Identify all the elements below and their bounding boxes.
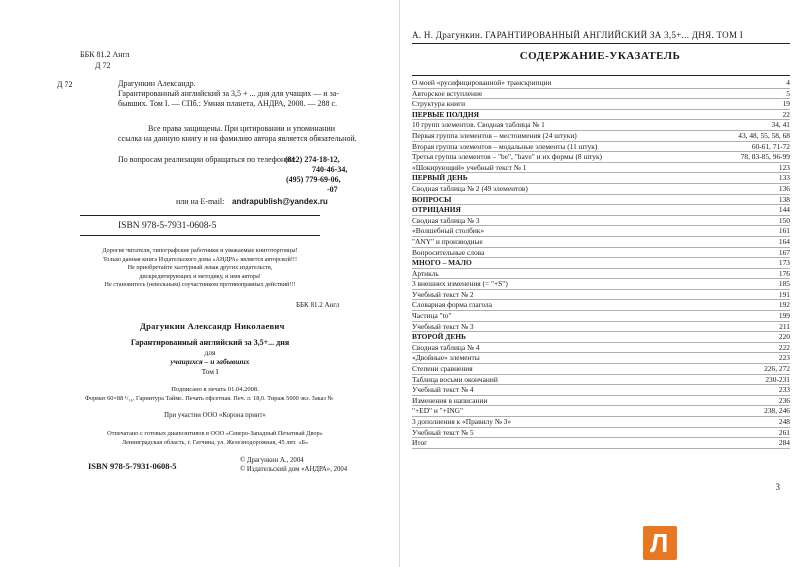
- toc-entry-page: 150: [778, 215, 790, 225]
- toc-entry-page: 261: [778, 427, 790, 437]
- toc-entry-row: [412, 184, 790, 195]
- toc-entry-row: [412, 428, 790, 439]
- toc-entry-label: 3 дополнения к «Правилу № 3»: [412, 417, 512, 426]
- toc-entry-row: [412, 364, 790, 375]
- toc-entry-row: [412, 163, 790, 174]
- toc-section-row: [412, 195, 790, 206]
- title-audience: учащихся – и забывших: [170, 357, 250, 366]
- notice-line-4: дискредитирующих и методику, и имя автора!: [139, 272, 261, 280]
- book-title: Гарантированный английский за 3,5+... дня: [130, 338, 290, 347]
- toc-entry-label: Изменения в написании: [412, 395, 488, 405]
- udk-code: Д 72: [95, 61, 111, 70]
- toc-entry-label: Частица "to": [412, 311, 452, 321]
- notice-line-3: Не приобретайте халтурный левак других издательств,: [127, 264, 273, 271]
- toc-top-rule: [412, 75, 790, 76]
- toc-section-row: [412, 205, 790, 216]
- phone-4: -07: [327, 185, 338, 194]
- toc-entry-label: Таблица восьми окончаний: [412, 374, 498, 384]
- toc-entry-label: Вопросительные слова: [412, 247, 485, 257]
- toc-entry-label: ПЕРВЫЙ ДЕНЬ: [412, 173, 468, 183]
- running-head-rule: [412, 43, 790, 44]
- toc-entry-page: 222: [778, 342, 790, 352]
- toc-entry-row: [412, 279, 790, 290]
- toc-entry-row: [412, 311, 790, 322]
- toc-entry-row: [412, 343, 790, 354]
- notice-line-1: Дорогие читатели, типографские работники и уважаемые книготорговцы!: [102, 247, 298, 254]
- toc-entry-label: Учебный текст № 2: [412, 289, 474, 299]
- toc-entry-label: Третья группа элементов – "be", "have" и их формы (8 штук): [412, 152, 603, 162]
- toc-entry-label: ВОПРОСЫ: [412, 194, 452, 204]
- toc-entry-page: 248: [778, 417, 790, 426]
- toc-entry-page: 138: [778, 194, 790, 204]
- toc-entry-label: Сводная таблица № 2 (49 элементов): [412, 183, 528, 193]
- toc-entry-row: [412, 152, 790, 163]
- print-format: Формат 60×88 ¹/₁₆. Гарнитура Таймс. Печать офсетная. Печ. л. 18,0. Тираж 5000 экз. Заказ №: [85, 395, 334, 402]
- signed-to-print: Подписано в печать 01.04.2008.: [171, 386, 259, 393]
- toc-entry-label: О моей «русифицированной» транскрипции: [412, 78, 552, 87]
- phone-3: (495) 779-69-06,: [286, 175, 341, 184]
- toc-entry-label: ОТРИЦАНИЯ: [412, 205, 461, 215]
- toc-entry-row: [412, 237, 790, 248]
- copyright-author: © Драгункин А., 2004: [240, 457, 304, 464]
- toc-entry-label: Учебный текст № 5: [412, 427, 474, 437]
- toc-entry-row: [412, 406, 790, 417]
- toc-entry-label: Сводная таблица № 4: [412, 342, 480, 352]
- toc-entry-page: 136: [778, 183, 790, 193]
- toc-entry-page: 226, 272: [764, 364, 790, 374]
- toc-entry-row: [412, 142, 790, 153]
- toc-entry-label: Структура книги: [412, 99, 466, 109]
- notice-line-2: Только данная книга Издательского дома «АНДРА» является авторской!!!: [102, 255, 298, 263]
- card-index: Д 72: [57, 80, 73, 89]
- toc-title: СОДЕРЖАНИЕ-УКАЗАТЕЛЬ: [519, 50, 681, 62]
- toc-entry-page: 161: [778, 226, 790, 236]
- toc-entry-label: МНОГО – МАЛО: [412, 258, 472, 268]
- toc-entry-label: Вторая группа элементов – модальные элементы (11 штук): [412, 141, 598, 151]
- toc-entry-page: 233: [778, 385, 790, 395]
- toc-entry-row: [412, 438, 790, 449]
- toc-entry-label: Первая группа элементов – местоимения (24 штуки): [412, 130, 577, 140]
- toc-entry-page: 144: [778, 205, 790, 215]
- phone-1: (812) 274-18-12,: [285, 155, 340, 164]
- isbn-bottom: ISBN 978-5-7931-0608-5: [88, 461, 177, 471]
- logo-glyph: Л: [650, 528, 669, 558]
- rights-line-2: ссылка на данную книгу и на фамилию автора является обязательной.: [118, 134, 357, 143]
- toc-entry-page: 238, 246: [764, 406, 790, 416]
- toc-entry-page: 133: [778, 173, 790, 183]
- toc-entry-label: Итог: [412, 438, 428, 448]
- toc-entry-page: 199: [778, 311, 790, 321]
- running-head: А. Н. Драгункин. ГАРАНТИРОВАННЫЙ АНГЛИЙСКИЙ ЗА 3,5+... ДНЯ. ТОМ I: [412, 30, 744, 40]
- isbn-top: ISBN 978-5-7931-0608-5: [118, 221, 217, 231]
- toc-entry-label: "ANY" и производные: [412, 236, 483, 246]
- bbk-code: ББК 81.2 Англ: [80, 50, 130, 59]
- toc-entry-page: 4: [786, 78, 790, 87]
- toc-entry-row: [412, 269, 790, 280]
- email-label: или на E-mail:: [176, 197, 225, 206]
- toc-entry-label: ВТОРОЙ ДЕНЬ: [412, 332, 466, 342]
- toc-entry-row: [412, 216, 790, 227]
- toc-entry-page: 176: [778, 268, 790, 278]
- toc-entry-page: 167: [778, 247, 790, 257]
- toc-section-row: [412, 173, 790, 184]
- toc-entry-page: 19: [782, 99, 790, 109]
- toc-entry-page: 211: [779, 321, 790, 331]
- toc-entry-row: [412, 248, 790, 259]
- phone-2: 740-46-34,: [312, 165, 348, 174]
- toc-entry-label: ПЕРВЫЕ ПОЛДНЯ: [412, 109, 479, 119]
- toc-entry-page: 78, 83-85, 96-99: [740, 152, 790, 162]
- printed-line-1: Отпечатано с готовых диапозитивов в ООО «Северо-Западный Печатный Двор»: [107, 430, 323, 437]
- toc-entry-page: 164: [778, 236, 790, 246]
- divider: [80, 235, 320, 236]
- toc-entry-label: 10 групп элементов. Сводная таблица № 1: [412, 120, 545, 130]
- toc-entry-label: Учебный текст № 4: [412, 385, 474, 395]
- toc-entry-page: 185: [778, 279, 790, 289]
- toc-entry-label: "+ED" и "+ING": [412, 406, 464, 416]
- toc-entry-row: [412, 322, 790, 333]
- toc-section-row: [412, 110, 790, 121]
- publisher-logo: [643, 526, 677, 560]
- toc-entry-page: 60-61, 71-72: [751, 141, 790, 151]
- divider: [80, 215, 320, 216]
- table-of-contents: [412, 78, 790, 449]
- toc-entry-row: [412, 375, 790, 386]
- toc-entry-row: [412, 131, 790, 142]
- toc-entry-page: 173: [778, 258, 790, 268]
- author-line: Драгункин Александр.: [118, 79, 196, 88]
- toc-entry-page: 191: [778, 289, 790, 299]
- toc-entry-label: Степени сравнения: [412, 364, 473, 374]
- toc-entry-label: Сводная таблица № 3: [412, 215, 480, 225]
- toc-entry-row: [412, 120, 790, 131]
- description-line-2: бывших. Том I. — СПб.: Умная планета, АНДРА, 2008. — 288 с.: [118, 99, 338, 108]
- page-number: 3: [775, 482, 780, 492]
- author-full-name: Драгункин Александр Николаевич: [140, 321, 285, 331]
- toc-entry-row: [412, 226, 790, 237]
- toc-entry-label: Учебный текст № 3: [412, 321, 474, 331]
- phone-label: По вопросам реализации обращаться по телефонам:: [118, 155, 297, 164]
- toc-entry-page: 220: [778, 332, 790, 342]
- toc-entry-row: [412, 89, 790, 100]
- printed-line-2: Ленинградская область, г. Гатчина, ул. Железнодорожная, 45 лит. «Б»: [121, 439, 309, 446]
- email-address: andrapublish@yandex.ru: [232, 197, 328, 206]
- toc-entry-row: [412, 353, 790, 364]
- toc-entry-page: 192: [778, 300, 790, 310]
- toc-entry-row: [412, 99, 790, 110]
- toc-entry-page: 236: [778, 395, 790, 405]
- toc-entry-page: 22: [782, 109, 790, 119]
- toc-entry-row: [412, 396, 790, 407]
- toc-entry-label: «Шокирующий» учебный текст № 1: [412, 162, 527, 172]
- copyright-publisher: © Издательский дом «АНДРА», 2004: [240, 466, 348, 473]
- toc-entry-row: [412, 300, 790, 311]
- toc-entry-page: 284: [778, 438, 790, 448]
- toc-entry-label: «Волшебный столбик»: [412, 226, 485, 236]
- toc-entry-label: Словарная форма глагола: [412, 300, 493, 310]
- title-for: для: [204, 348, 216, 357]
- toc-entry-label: Артикль: [412, 268, 439, 278]
- toc-entry-row: [412, 417, 790, 428]
- toc-section-row: [412, 258, 790, 269]
- toc-entry-page: 5: [786, 88, 790, 98]
- toc-entry-page: 230-231: [765, 374, 790, 384]
- toc-entry-row: [412, 290, 790, 301]
- toc-entry-page: 43, 48, 55, 58, 68: [738, 130, 790, 140]
- bbk-code-2: ББК 81.2 Англ: [296, 301, 340, 309]
- toc-entry-page: 223: [778, 353, 790, 363]
- description-line-1: Гарантированный английский за 3,5 + ... дня для учащих — и за-: [118, 89, 339, 98]
- right-page: [400, 0, 800, 567]
- participation-line: При участии ООО «Корона принт»: [164, 412, 266, 419]
- toc-entry-row: [412, 385, 790, 396]
- toc-entry-page: 123: [778, 162, 790, 172]
- toc-entry-row: [412, 78, 790, 89]
- rights-line-1: Все права защищены. При цитировании и упоминании: [148, 124, 336, 133]
- toc-section-row: [412, 332, 790, 343]
- toc-entry-label: «Двойные» элементы: [412, 353, 480, 363]
- notice-line-5: Не становитесь (невольным) соучастником противоправных действий!!!: [104, 281, 296, 288]
- toc-entry-label: 3 внешних изменения (= "+S"): [412, 279, 508, 289]
- toc-entry-label: Авторское вступление: [412, 88, 483, 98]
- title-volume: Том I: [201, 367, 219, 376]
- toc-entry-page: 34, 41: [771, 120, 790, 130]
